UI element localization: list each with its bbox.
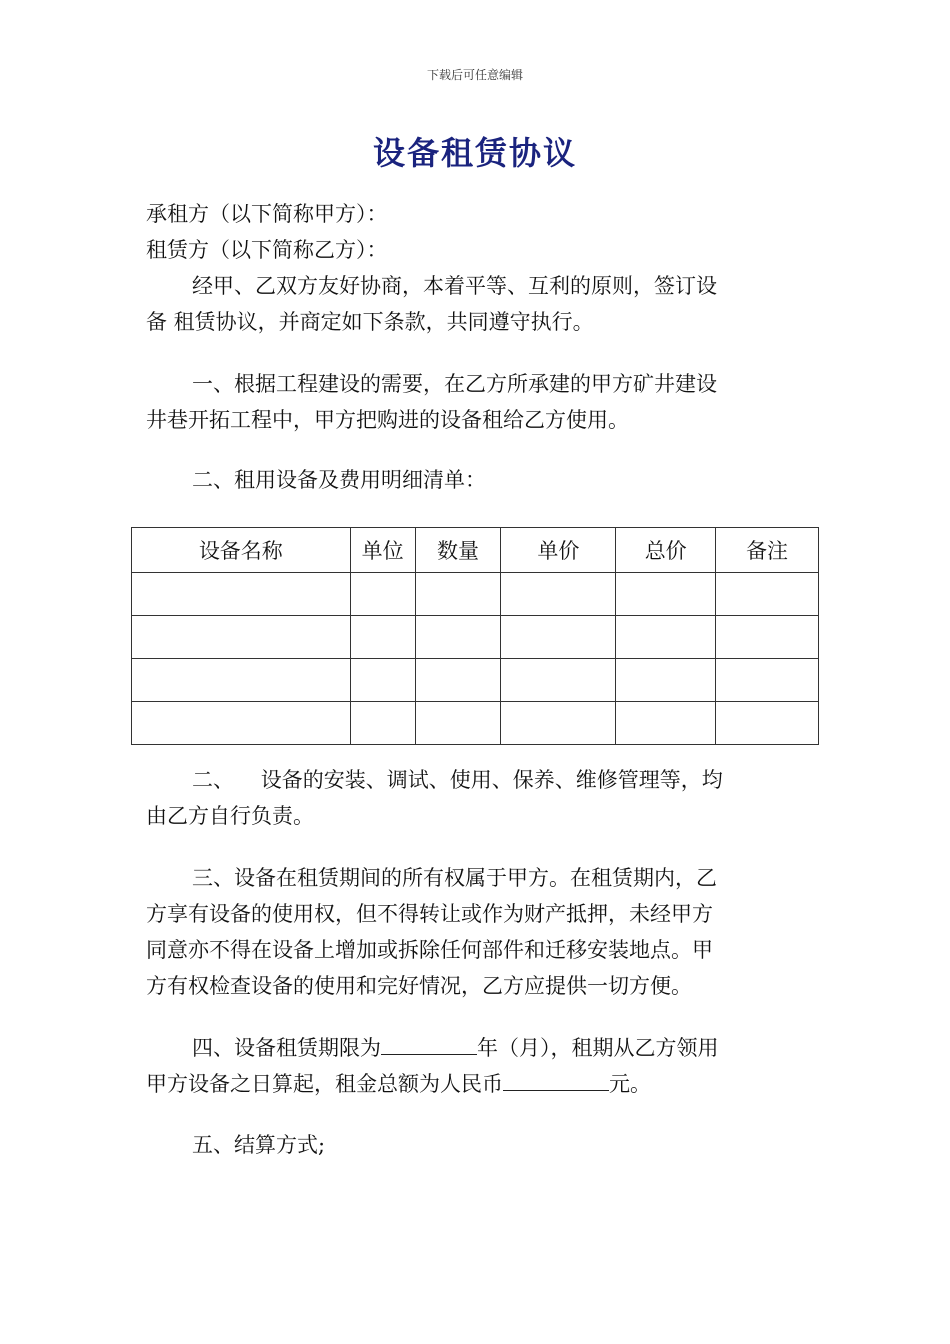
clause-4: [146, 1030, 796, 1102]
document-title: 设备租赁协议: [372, 134, 577, 172]
clause-4-term-label: 四、设备租赁期限为: [192, 1036, 381, 1060]
table-cell: [132, 616, 351, 659]
table-cell: [132, 702, 351, 745]
clause-2-heading: [146, 462, 796, 498]
clause-4-line-1: [146, 1030, 796, 1066]
table-cell: [350, 616, 415, 659]
lessor-line: 租赁方（以下简称乙方）：: [146, 238, 388, 262]
clause-4-amount-label: 甲方设备之日算起，租金总额为人民币: [146, 1072, 503, 1096]
col-header-quantity: 数量: [415, 528, 501, 573]
clause-1: [146, 366, 796, 438]
clause-3-line-1: 三、设备在租赁期间的所有权属于甲方。在租赁期内，乙: [192, 866, 717, 890]
table-row: [132, 659, 819, 702]
clause-1-line-1: 一、根据工程建设的需要，在乙方所承建的甲方矿井建设: [192, 372, 717, 396]
clause-3-line-2: 方享有设备的使用权，但不得转让或作为财产抵押，未经甲方: [146, 902, 713, 926]
table-cell: [132, 659, 351, 702]
clause-2-heading-text: 二、租用设备及费用明细清单：: [192, 468, 486, 492]
rent-amount-blank[interactable]: [503, 1066, 609, 1091]
clause-4-term-unit: 年（月），租期从乙方领用: [477, 1036, 719, 1060]
intro-line-2: 备 租赁协议，并商定如下条款，共同遵守执行。: [146, 310, 594, 334]
table-cell: [716, 659, 819, 702]
clause-5-heading: [146, 1127, 796, 1163]
clause-3: [146, 860, 796, 1004]
table-row: [132, 702, 819, 745]
table-row: [132, 616, 819, 659]
table-cell: [501, 573, 616, 616]
clause-4-line-2: [146, 1066, 796, 1102]
clause-1-line-2: 井巷开拓工程中，甲方把购进的设备租给乙方使用。: [146, 408, 629, 432]
table-cell: [716, 702, 819, 745]
table-cell: [501, 659, 616, 702]
table-cell: [616, 616, 716, 659]
clause-2b-line-2: 由乙方自行负责。: [146, 804, 314, 828]
table-cell: [132, 573, 351, 616]
clause-3-line-4: 方有权检查设备的使用和完好情况，乙方应提供一切方便。: [146, 974, 692, 998]
table-cell: [415, 659, 501, 702]
table-cell: [350, 659, 415, 702]
col-header-name: 设备名称: [132, 528, 351, 573]
table-cell: [415, 573, 501, 616]
table-cell: [716, 616, 819, 659]
table-cell: [616, 573, 716, 616]
table-cell: [616, 659, 716, 702]
clause-2b: [146, 762, 796, 834]
table-cell: [350, 573, 415, 616]
lessee-line: 承租方（以下简称甲方）：: [146, 202, 388, 226]
col-header-unit: 单位: [350, 528, 415, 573]
intro-paragraph: [146, 268, 796, 340]
table-cell: [501, 702, 616, 745]
clause-5-heading-text: 五、结算方式;: [192, 1133, 326, 1157]
intro-line-1: 经甲、乙双方友好协商，本着平等、互利的原则，签订设: [192, 274, 717, 298]
col-header-total-price: 总价: [616, 528, 716, 573]
table-header-row: [132, 528, 819, 573]
table-cell: [415, 616, 501, 659]
lease-term-blank[interactable]: [381, 1030, 477, 1055]
table-row: [132, 573, 819, 616]
col-header-unit-price: 单价: [501, 528, 616, 573]
clause-3-line-3: 同意亦不得在设备上增加或拆除任何部件和迁移安装地点。甲: [146, 938, 713, 962]
col-header-remarks: 备注: [716, 528, 819, 573]
table-cell: [616, 702, 716, 745]
equipment-cost-table: [131, 527, 819, 745]
table-cell: [415, 702, 501, 745]
clause-4-amount-unit: 元。: [609, 1072, 651, 1096]
table-cell: [716, 573, 819, 616]
clause-2b-line-1: 二、 设备的安装、调试、使用、保养、维修管理等，均: [192, 768, 723, 792]
header-note: 下载后可任意编辑: [426, 68, 523, 82]
table-cell: [501, 616, 616, 659]
table-cell: [350, 702, 415, 745]
